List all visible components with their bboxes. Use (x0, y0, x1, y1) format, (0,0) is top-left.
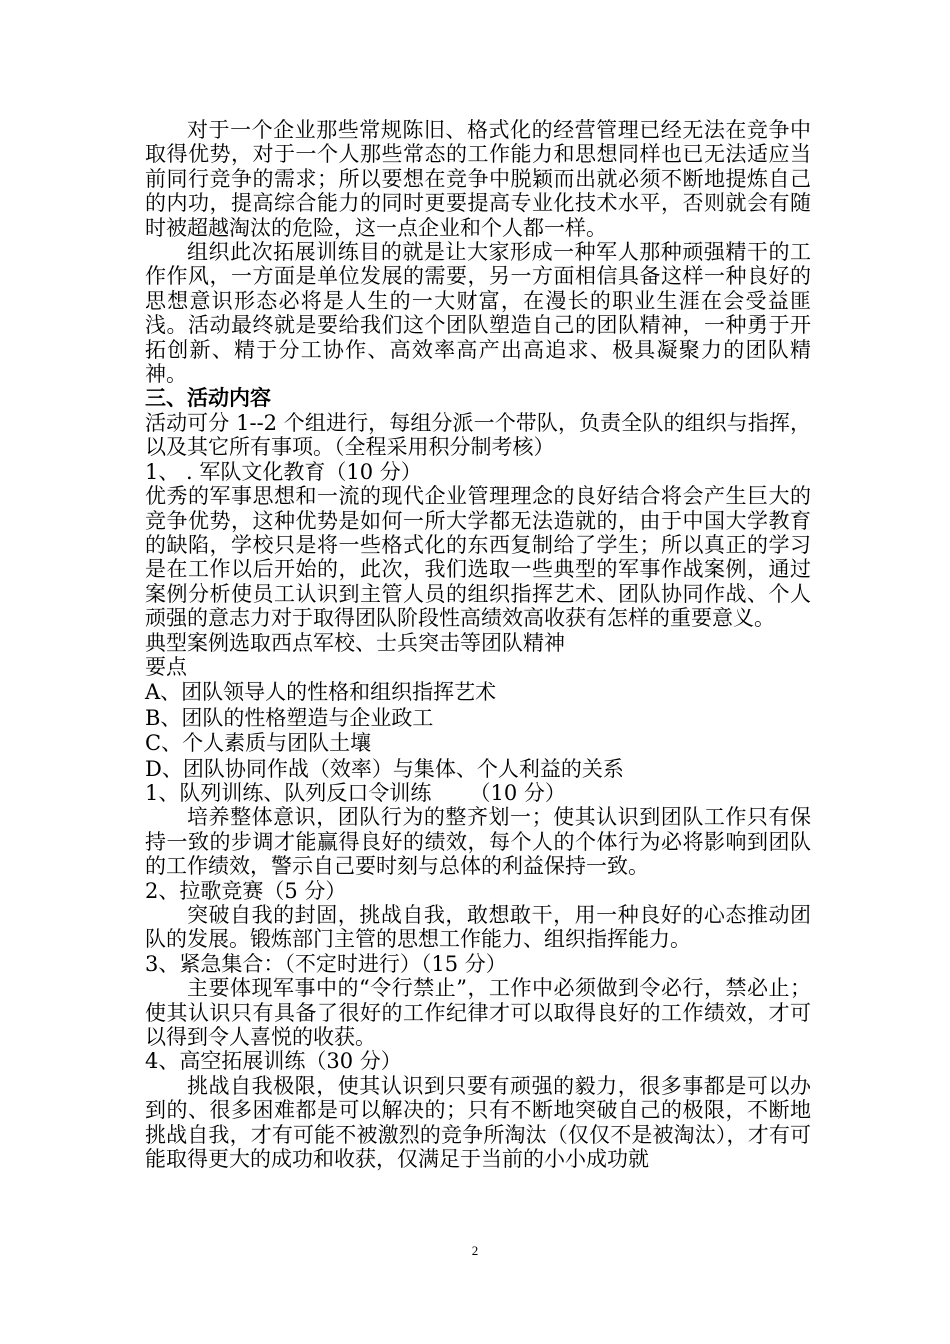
document-body (145, 118, 811, 1171)
paragraph-intro: 对于一个企业那些常规陈旧、格式化的经营管理已经无法在竞争中取得优势，对于一个人那些常态的工作能力和思想同样也已无法适应当前同行竞争的需求；所以要想在竞争中脱颖而出就必须不断地提炼自己的内功，提高综合能力的同时更要提高专业化技术水平，否则就会有随时被超越淘汰的危险，这一点企业和个人都一样。 (145, 118, 811, 240)
point-item: B、团队的性格塑造与企业政工 (145, 705, 434, 730)
item-military-culture-title: 1、 . 军队文化教育（10 分） (145, 459, 422, 484)
points-title: 要点 (145, 654, 187, 679)
section-song-title: 2、拉歌竞赛（5 分） (145, 878, 347, 903)
section-drill-title: 1、队列训练、队列反口令训练 （10 分） (145, 780, 566, 805)
section-song-body: 突破自我的封固，挑战自我，敢想敢干，用一种良好的心态推动团队的发展。锻炼部门主管的思想工作能力、组织指挥能力。 (145, 903, 811, 952)
page-number: 2 (471, 1243, 479, 1258)
section-assembly-title: 3、紧急集合：（不定时进行）（15 分） (145, 951, 507, 976)
section-heading-activity-content: 三、活动内容 (145, 386, 271, 411)
paragraph-military-culture: 优秀的军事思想和一流的现代企业管理理念的良好结合将会产生巨大的竞争优势，这种优势是如何一所大学都无法造就的，由于中国大学教育的缺陷，学校只是将一些格式化的东西复制给了学生；所以真正的学习是在工作以后开始的，此次，我们选取一些典型的军事作战案例，通过案例分析使员工认识到主管人员的组织指挥艺术、团队协同作战、个人顽强的意志力对于取得团队阶段性高绩效高收获有怎样的重要意义。 (145, 484, 811, 631)
point-item: C、个人素质与团队土壤 (145, 731, 372, 756)
paragraph-purpose: 组织此次拓展训练目的就是让大家形成一种军人那种顽强精干的工作作风，一方面是单位发展的需要，另一方面相信具备这样一种良好的思想意识形态必将是人生的一大财富，在漫长的职业生涯在会受益匪浅。活动最终就是要给我们这个团队塑造自己的团队精神，一种勇于开拓创新、精于分工协作、高效率高产出高追求、极具凝聚力的团队精神。 (145, 240, 811, 387)
section-high-altitude-title: 4、高空拓展训练（30 分） (145, 1049, 402, 1074)
paragraph-activity-grouping: 活动可分 1--2 个组进行，每组分派一个带队，负责全队的组织与指挥，以及其它所有事项。（全程采用积分制考核） (145, 410, 811, 460)
case-selection-line: 典型案例选取西点军校、士兵突击等团队精神 (145, 630, 565, 655)
section-drill-body: 培养整体意识，团队行为的整齐划一；使其认识到团队工作只有保持一致的步调才能赢得良好的绩效，每个人的个体行为必将影响到团队的工作绩效，警示自己要时刻与总体的利益保持一致。 (145, 805, 811, 879)
point-item: D、团队协同作战（效率）与集体、个人利益的关系 (145, 756, 624, 781)
section-high-altitude-body: 挑战自我极限，使其认识到只要有顽强的毅力，很多事都是可以办到的、很多困难都是可以解决的；只有不断地突破自己的极限，不断地挑战自我，才有可能不被激烈的竞争所淘汰（仅仅不是被淘汰），才有可能取得更大的成功和收获，仅满足于当前的小小成功就 (145, 1073, 811, 1172)
point-item: A、团队领导人的性格和组织指挥艺术 (145, 680, 497, 705)
section-assembly-body: 主要体现军事中的“令行禁止”，工作中必须做到令必行，禁必止；使其认识只有具备了很好的工作纪律才可以取得良好的工作绩效，才可以得到令人喜悦的收获。 (145, 976, 811, 1050)
